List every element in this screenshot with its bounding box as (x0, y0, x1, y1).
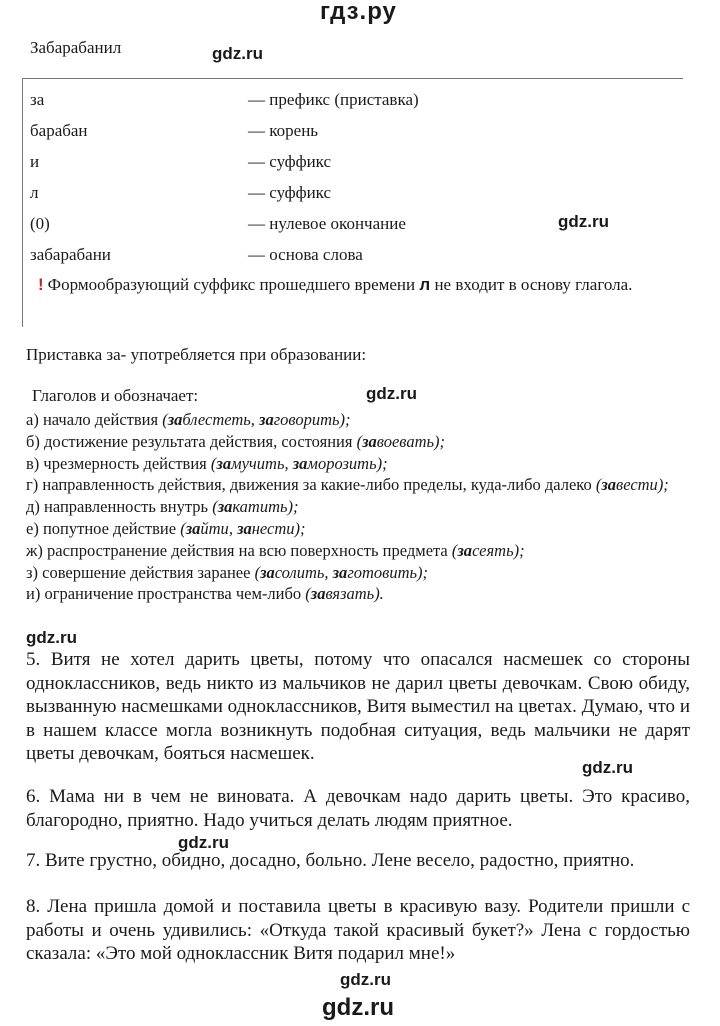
answer-7: 7. Вите грустно, обидно, досадно, больно. Лене весело, радостно, приятно. (26, 850, 635, 871)
watermark: gdz.ru (340, 970, 391, 989)
answer-8: 8. Лена пришла домой и поставила цветы в красивую вазу. Родители пришли с работы и очень удивились: «Откуда такой красивый букет?» Лена с гордостью сказала: «Это мой одноклассник Витя подарил мне!» (26, 896, 690, 964)
example-rest: блестеть (182, 410, 251, 429)
example-prefix: за (216, 453, 232, 473)
meaning-examples: (засеять); (451, 540, 525, 560)
example-rest: солить (274, 562, 325, 582)
watermark: gdz.ru (212, 44, 263, 63)
morpheme-part: л (30, 183, 39, 202)
watermark: gdz.ru (582, 758, 633, 777)
watermark: gdz.ru (558, 212, 609, 231)
meaning-examples: (зайти, занести); (180, 518, 306, 538)
example-rest: йти (200, 518, 229, 538)
example-rest: вести (616, 475, 658, 495)
example-prefix: за (310, 584, 326, 604)
answer-5: 5. Витя не хотел дарить цветы, потому что опасался насмешек со стороны одноклассников, ведь никто из мальчиков не дарил цветы девочкам. Свою обиду, вызванную насмешками одноклассников, Витя выместил на цветах. Думаю, что и в нашем классе могла возникнуть подобная ситуация, ведь мальчики не дарят цветы девочкам, бояться насмешек. (26, 649, 690, 764)
example-prefix: за (332, 562, 348, 582)
example-prefix: за (457, 540, 473, 560)
meaning-examples: (завести); (595, 475, 669, 495)
meaning-text: д) направленность внутрь (26, 497, 213, 517)
morpheme-part: забарабани (30, 245, 111, 264)
example-rest: сеять (472, 540, 514, 560)
example-rest: катить (232, 497, 288, 517)
example-rest: вязать (325, 584, 375, 604)
morpheme-part: (0) (30, 214, 50, 233)
meaning-text: в) чрезмерность действия (26, 453, 211, 473)
morpheme-part: и (30, 152, 40, 171)
meaning-item (26, 518, 686, 540)
morpheme-desc: — корень (248, 121, 319, 140)
example-prefix: за (237, 518, 252, 538)
example-rest: готовить (347, 562, 418, 582)
watermark: gdz.ru (366, 384, 417, 403)
example-rest: воевать (376, 431, 435, 451)
meaning-list (26, 409, 686, 605)
meaning-item (26, 496, 686, 518)
example-rest: мучить (231, 453, 285, 473)
morpheme-desc: — префикс (приставка) (248, 90, 419, 109)
example-prefix: за (292, 453, 308, 473)
meaning-text: з) совершение действия заранее (26, 562, 255, 582)
example-prefix: за (167, 410, 183, 429)
morpheme-desc: — суффикс (248, 152, 332, 171)
note-suffix: л (419, 275, 431, 294)
watermark: gdz.ru (26, 628, 77, 647)
meaning-text: г) направленность действия, движения за какие-либо пределы, куда-либо далеко (26, 475, 596, 495)
meaning-examples: (замучить, заморозить); (210, 453, 388, 473)
example-prefix: за (260, 562, 275, 582)
meaning-item (26, 562, 686, 584)
morpheme-part: за (30, 90, 45, 109)
example-rest: морозить (307, 453, 377, 473)
note-text-before: Формообразующий суффикс прошедшего времени (47, 275, 416, 294)
answer-6: 6. Мама ни в чем не виновата. А девочкам надо дарить цветы. Это красиво, благородно, приятно. Надо учиться делать людям приятное. (26, 786, 690, 831)
meaning-item (26, 409, 686, 431)
meaning-examples: (завязать). (305, 584, 384, 604)
prefix-intro: Приставка за- употребляется при образовании: (26, 345, 367, 364)
meaning-item (26, 474, 686, 496)
warning-icon: ! (38, 275, 44, 294)
meaning-text: е) попутное действие (26, 518, 181, 538)
analyzed-word: Забарабанил (30, 38, 122, 57)
site-title[interactable]: гдз.ру (320, 0, 397, 25)
example-rest: нести (251, 518, 295, 538)
meaning-item (26, 453, 686, 475)
meaning-examples: (закатить); (212, 497, 299, 517)
meaning-item (26, 431, 686, 453)
morpheme-part: барабан (30, 121, 88, 140)
example-prefix: за (259, 410, 274, 429)
meaning-text: а) начало действия (26, 410, 163, 429)
example-prefix: за (362, 431, 377, 451)
watermark-footer: gdz.ru (322, 994, 394, 1021)
morpheme-desc: — основа слова (248, 245, 363, 264)
meaning-item (26, 583, 686, 605)
meaning-examples: (заблестеть, заговорить); (162, 410, 351, 429)
meaning-text: и) ограничение пространства чем-либо (26, 584, 306, 604)
morpheme-desc: — суффикс (248, 183, 332, 202)
example-prefix: за (217, 497, 233, 517)
note (30, 274, 680, 296)
watermark: gdz.ru (178, 833, 229, 852)
meaning-text: ж) распространение действия на всю поверхность предмета (26, 540, 452, 560)
verbs-intro: Глаголов и обозначает: (32, 386, 199, 405)
meaning-examples: (засолить, заготовить); (254, 562, 429, 582)
example-prefix: за (601, 475, 617, 495)
meaning-item (26, 540, 686, 562)
example-rest: говорить (273, 410, 340, 429)
example-prefix: за (185, 518, 201, 538)
morpheme-desc: — нулевое окончание (248, 214, 406, 233)
note-text-after: не входит в основу глагола. (434, 275, 633, 294)
meaning-text: б) достижение результата действия, состояния (26, 431, 357, 451)
meaning-examples: (завоевать); (356, 431, 446, 451)
